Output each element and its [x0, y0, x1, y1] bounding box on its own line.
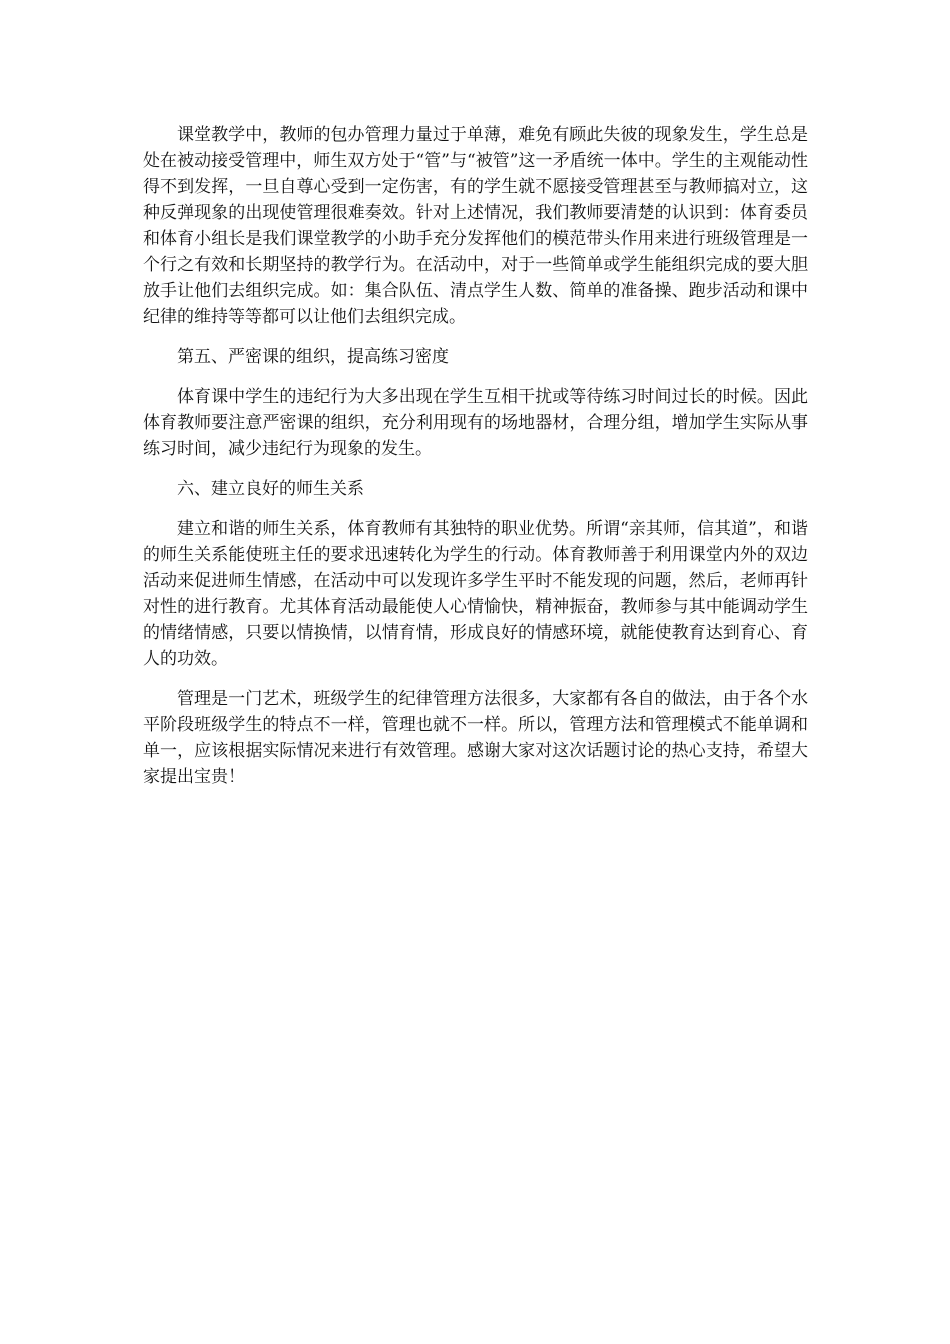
paragraph-lesson-organization: 体育课中学生的违纪行为大多出现在学生互相干扰或等待练习时间过长的时候。因此体育教师要注意严密课的组织，充分利用现有的场地器材，合理分组，增加学生实际从事练习时间，减少违纪行为现象的发生。 — [143, 387, 808, 459]
paragraph-conclusion: 管理是一门艺术，班级学生的纪律管理方法很多，大家都有各自的做法，由于各个水平阶段班级学生的特点不一样，管理也就不一样。所以，管理方法和管理模式不能单调和单一，应该根据实际情况来进行有效管理。感谢大家对这次话题讨论的热心支持，希望大家提出宝贵！ — [143, 689, 808, 787]
paragraph-classroom-management: 课堂教学中，教师的包办管理力量过于单薄，难免有顾此失彼的现象发生，学生总是处在被动接受管理中，师生双方处于“管”与“被管”这一矛盾统一体中。学生的主观能动性得不到发挥，一旦自尊心受到一定伤害，有的学生就不愿接受管理甚至与教师搞对立，这种反弹现象的出现使管理很难奏效。针对上述情况，我们教师要清楚的认识到：体育委员和体育小组长是我们课堂教学的小助手充分发挥他们的模范带头作用来进行班级管理是一个行之有效和长期坚持的教学行为。在活动中，对于一些简单或学生能组织完成的要大胆放手让他们去组织完成。如：集合队伍、清点学生人数、简单的准备操、跑步活动和课中纪律的维持等等都可以让他们去组织完成。 — [143, 125, 808, 327]
section-heading-five: 第五、严密课的组织，提高练习密度 — [177, 347, 449, 367]
document-body — [143, 122, 808, 804]
section-heading-six: 六、建立良好的师生关系 — [177, 479, 364, 499]
paragraph-teacher-student-relationship: 建立和谐的师生关系，体育教师有其独特的职业优势。所谓“亲其师，信其道”，和谐的师生关系能使班主任的要求迅速转化为学生的行动。体育教师善于利用课堂内外的双边活动来促进师生情感，在活动中可以发现许多学生平时不能发现的问题，然后，老师再针对性的进行教育。尤其体育活动最能使人心情愉快，精神振奋，教师参与其中能调动学生的情绪情感，只要以情换情，以情育情，形成良好的情感环境，就能使教育达到育心、育人的功效。 — [143, 519, 808, 669]
